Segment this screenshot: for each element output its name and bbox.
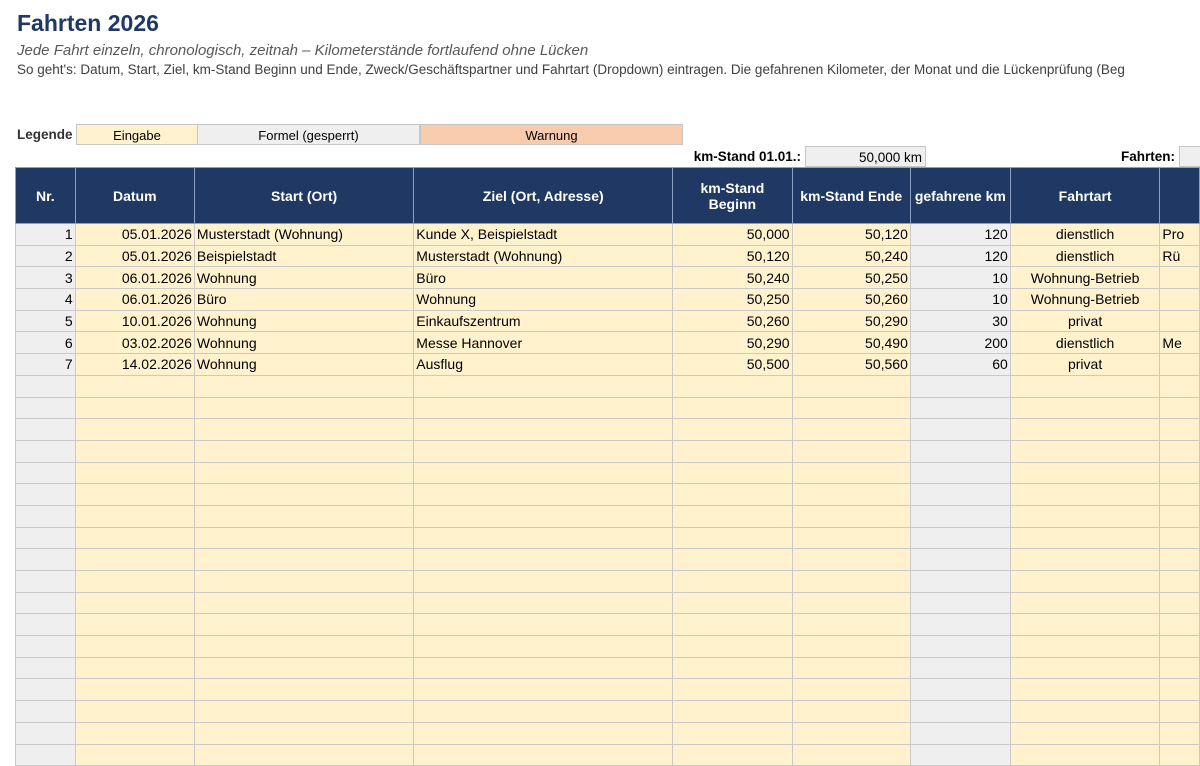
- cell-gefahrene-km[interactable]: 120: [910, 245, 1010, 267]
- cell-zweck[interactable]: [1160, 505, 1200, 527]
- cell-km-ende[interactable]: 50,260: [792, 289, 910, 311]
- cell-zweck[interactable]: [1160, 375, 1200, 397]
- cell-datum[interactable]: 03.02.2026: [75, 332, 194, 354]
- cell-ziel[interactable]: Messe Hannover: [414, 332, 673, 354]
- table-row: [16, 657, 1200, 679]
- cell-fahrtart[interactable]: [1010, 657, 1160, 679]
- km-start-value-cell[interactable]: 50,000 km: [805, 146, 926, 167]
- cell-fahrtart[interactable]: [1010, 614, 1160, 636]
- cell-km-beginn[interactable]: 50,290: [673, 332, 792, 354]
- cell-fahrtart[interactable]: [1010, 744, 1160, 766]
- table-row: [16, 332, 1200, 354]
- cell-nr[interactable]: 2: [16, 245, 76, 267]
- cell-zweck[interactable]: [1160, 289, 1200, 311]
- cell-zweck[interactable]: [1160, 527, 1200, 549]
- cell-nr[interactable]: [16, 571, 76, 593]
- cell-ziel[interactable]: [414, 744, 673, 766]
- table-row: [16, 310, 1200, 332]
- cell-datum[interactable]: [75, 722, 194, 744]
- cell-ziel[interactable]: Einkaufszentrum: [414, 310, 673, 332]
- cell-nr[interactable]: 6: [16, 332, 76, 354]
- cell-km-beginn[interactable]: [673, 614, 792, 636]
- cell-datum[interactable]: 05.01.2026: [75, 245, 194, 267]
- table-row: [16, 267, 1200, 289]
- cell-start[interactable]: [194, 375, 413, 397]
- cell-ziel[interactable]: [414, 592, 673, 614]
- cell-km-beginn[interactable]: [673, 462, 792, 484]
- cell-nr[interactable]: [16, 636, 76, 658]
- cell-km-beginn[interactable]: [673, 419, 792, 441]
- cell-km-ende[interactable]: [792, 505, 910, 527]
- cell-start[interactable]: [194, 744, 413, 766]
- cell-km-ende[interactable]: [792, 744, 910, 766]
- cell-datum[interactable]: [75, 397, 194, 419]
- cell-zweck[interactable]: [1160, 571, 1200, 593]
- cell-fahrtart[interactable]: [1010, 419, 1160, 441]
- cell-datum[interactable]: [75, 636, 194, 658]
- cell-zweck[interactable]: [1160, 549, 1200, 571]
- cell-km-ende[interactable]: [792, 440, 910, 462]
- cell-fahrtart[interactable]: Wohnung-Betrieb: [1010, 289, 1160, 311]
- cell-datum[interactable]: [75, 679, 194, 701]
- cell-fahrtart[interactable]: [1010, 484, 1160, 506]
- cell-datum[interactable]: [75, 419, 194, 441]
- cell-km-beginn[interactable]: [673, 571, 792, 593]
- cell-zweck[interactable]: Me: [1160, 332, 1200, 354]
- column-header-datum[interactable]: Datum: [75, 168, 194, 224]
- table-row: [16, 744, 1200, 766]
- table-row: [16, 354, 1200, 376]
- cell-fahrtart[interactable]: [1010, 636, 1160, 658]
- cell-ziel[interactable]: [414, 527, 673, 549]
- cell-fahrtart[interactable]: [1010, 701, 1160, 723]
- cell-fahrtart[interactable]: [1010, 571, 1160, 593]
- cell-nr[interactable]: [16, 679, 76, 701]
- cell-km-ende[interactable]: 50,250: [792, 267, 910, 289]
- cell-ziel[interactable]: [414, 462, 673, 484]
- table-row: [16, 224, 1200, 246]
- cell-ziel[interactable]: [414, 397, 673, 419]
- cell-zweck[interactable]: [1160, 636, 1200, 658]
- table-row: [16, 614, 1200, 636]
- table-row: [16, 462, 1200, 484]
- table-row: [16, 289, 1200, 311]
- cell-datum[interactable]: [75, 549, 194, 571]
- cell-ziel[interactable]: Wohnung: [414, 289, 673, 311]
- cell-datum[interactable]: [75, 375, 194, 397]
- cell-start[interactable]: [194, 527, 413, 549]
- cell-km-ende[interactable]: [792, 462, 910, 484]
- cell-km-beginn[interactable]: [673, 484, 792, 506]
- cell-start[interactable]: [194, 636, 413, 658]
- cell-km-ende[interactable]: 50,240: [792, 245, 910, 267]
- table-row: [16, 549, 1200, 571]
- cell-nr[interactable]: [16, 484, 76, 506]
- cell-km-ende[interactable]: 50,560: [792, 354, 910, 376]
- cell-datum[interactable]: [75, 744, 194, 766]
- cell-nr[interactable]: [16, 614, 76, 636]
- cell-fahrtart[interactable]: [1010, 592, 1160, 614]
- table-row: [16, 636, 1200, 658]
- cell-fahrtart[interactable]: [1010, 679, 1160, 701]
- cell-ziel[interactable]: Kunde X, Beispielstadt: [414, 224, 673, 246]
- table-row: [16, 397, 1200, 419]
- cell-datum[interactable]: 06.01.2026: [75, 267, 194, 289]
- cell-nr[interactable]: [16, 505, 76, 527]
- cell-gefahrene-km[interactable]: [910, 636, 1010, 658]
- table-row: [16, 245, 1200, 267]
- cell-datum[interactable]: [75, 701, 194, 723]
- cell-zweck[interactable]: [1160, 701, 1200, 723]
- cell-nr[interactable]: [16, 419, 76, 441]
- cell-km-ende[interactable]: [792, 527, 910, 549]
- cell-km-ende[interactable]: 50,290: [792, 310, 910, 332]
- cell-zweck[interactable]: [1160, 722, 1200, 744]
- km-start-label: km-Stand 01.01.:: [693, 149, 801, 164]
- table-row: [16, 484, 1200, 506]
- cell-start[interactable]: [194, 571, 413, 593]
- page-subtitle: Jede Fahrt einzeln, chronologisch, zeitnah – Kilometerstände fortlaufend ohne Lücken: [17, 42, 589, 59]
- cell-start[interactable]: Wohnung: [194, 310, 413, 332]
- column-header-nr[interactable]: Nr.: [16, 168, 76, 224]
- cell-gefahrene-km[interactable]: [910, 701, 1010, 723]
- cell-nr[interactable]: 7: [16, 354, 76, 376]
- table-row: [16, 419, 1200, 441]
- cell-ziel[interactable]: [414, 636, 673, 658]
- cell-km-ende[interactable]: [792, 701, 910, 723]
- cell-fahrtart[interactable]: dienstlich: [1010, 245, 1160, 267]
- column-header-km-ende[interactable]: km-Stand Ende: [792, 168, 910, 224]
- cell-gefahrene-km[interactable]: [910, 722, 1010, 744]
- cell-gefahrene-km[interactable]: [910, 657, 1010, 679]
- cell-fahrtart[interactable]: [1010, 462, 1160, 484]
- cell-gefahrene-km[interactable]: 120: [910, 224, 1010, 246]
- cell-zweck[interactable]: [1160, 354, 1200, 376]
- cell-start[interactable]: Beispielstadt: [194, 245, 413, 267]
- cell-datum[interactable]: [75, 484, 194, 506]
- cell-km-beginn[interactable]: 50,500: [673, 354, 792, 376]
- cell-km-ende[interactable]: [792, 571, 910, 593]
- cell-gefahrene-km[interactable]: [910, 679, 1010, 701]
- cell-zweck[interactable]: [1160, 462, 1200, 484]
- cell-zweck[interactable]: [1160, 679, 1200, 701]
- cell-gefahrene-km[interactable]: [910, 462, 1010, 484]
- cell-gefahrene-km[interactable]: 30: [910, 310, 1010, 332]
- cell-start[interactable]: [194, 592, 413, 614]
- cell-datum[interactable]: [75, 505, 194, 527]
- cell-fahrtart[interactable]: privat: [1010, 354, 1160, 376]
- cell-ziel[interactable]: [414, 679, 673, 701]
- cell-fahrtart[interactable]: dienstlich: [1010, 332, 1160, 354]
- cell-km-beginn[interactable]: [673, 527, 792, 549]
- cell-km-beginn[interactable]: [673, 701, 792, 723]
- cell-fahrtart[interactable]: privat: [1010, 310, 1160, 332]
- cell-km-ende[interactable]: [792, 592, 910, 614]
- cell-start[interactable]: [194, 440, 413, 462]
- cell-gefahrene-km[interactable]: 200: [910, 332, 1010, 354]
- cell-start[interactable]: Wohnung: [194, 332, 413, 354]
- cell-km-ende[interactable]: [792, 722, 910, 744]
- column-header-fahrtart[interactable]: Fahrtart: [1010, 168, 1160, 224]
- cell-start[interactable]: [194, 419, 413, 441]
- cell-km-ende[interactable]: [792, 484, 910, 506]
- cell-datum[interactable]: 05.01.2026: [75, 224, 194, 246]
- cell-km-beginn[interactable]: [673, 722, 792, 744]
- cell-zweck[interactable]: [1160, 419, 1200, 441]
- cell-zweck[interactable]: Pro: [1160, 224, 1200, 246]
- cell-start[interactable]: [194, 614, 413, 636]
- cell-zweck[interactable]: [1160, 744, 1200, 766]
- cell-ziel[interactable]: [414, 440, 673, 462]
- cell-km-beginn[interactable]: 50,240: [673, 267, 792, 289]
- cell-gefahrene-km[interactable]: [910, 527, 1010, 549]
- cell-nr[interactable]: [16, 527, 76, 549]
- cell-km-ende[interactable]: [792, 679, 910, 701]
- cell-km-beginn[interactable]: 50,120: [673, 245, 792, 267]
- cell-gefahrene-km[interactable]: [910, 505, 1010, 527]
- cell-nr[interactable]: [16, 657, 76, 679]
- cell-start[interactable]: [194, 657, 413, 679]
- cell-km-beginn[interactable]: [673, 636, 792, 658]
- cell-fahrtart[interactable]: [1010, 440, 1160, 462]
- cell-nr[interactable]: [16, 549, 76, 571]
- cell-km-beginn[interactable]: 50,250: [673, 289, 792, 311]
- cell-fahrtart[interactable]: [1010, 397, 1160, 419]
- cell-datum[interactable]: 10.01.2026: [75, 310, 194, 332]
- cell-gefahrene-km[interactable]: [910, 375, 1010, 397]
- cell-ziel[interactable]: [414, 419, 673, 441]
- cell-ziel[interactable]: [414, 701, 673, 723]
- cell-km-ende[interactable]: [792, 375, 910, 397]
- cell-start[interactable]: Musterstadt (Wohnung): [194, 224, 413, 246]
- cell-km-ende[interactable]: 50,490: [792, 332, 910, 354]
- cell-zweck[interactable]: [1160, 657, 1200, 679]
- cell-gefahrene-km[interactable]: [910, 549, 1010, 571]
- cell-datum[interactable]: 14.02.2026: [75, 354, 194, 376]
- cell-ziel[interactable]: [414, 657, 673, 679]
- cell-km-ende[interactable]: [792, 419, 910, 441]
- cell-start[interactable]: Wohnung: [194, 354, 413, 376]
- table-row: [16, 505, 1200, 527]
- cell-gefahrene-km[interactable]: [910, 592, 1010, 614]
- cell-datum[interactable]: [75, 527, 194, 549]
- cell-start[interactable]: [194, 549, 413, 571]
- cell-km-beginn[interactable]: 50,000: [673, 224, 792, 246]
- trip-count-cell[interactable]: [1179, 146, 1200, 167]
- cell-nr[interactable]: [16, 592, 76, 614]
- table-row: [16, 440, 1200, 462]
- cell-km-beginn[interactable]: [673, 549, 792, 571]
- cell-zweck[interactable]: Rü: [1160, 245, 1200, 267]
- cell-start[interactable]: [194, 484, 413, 506]
- cell-datum[interactable]: [75, 657, 194, 679]
- cell-zweck[interactable]: [1160, 397, 1200, 419]
- cell-nr[interactable]: [16, 744, 76, 766]
- cell-zweck[interactable]: [1160, 267, 1200, 289]
- cell-gefahrene-km[interactable]: [910, 440, 1010, 462]
- cell-km-beginn[interactable]: [673, 375, 792, 397]
- cell-km-ende[interactable]: [792, 657, 910, 679]
- cell-fahrtart[interactable]: [1010, 527, 1160, 549]
- table-row: [16, 592, 1200, 614]
- cell-fahrtart[interactable]: dienstlich: [1010, 224, 1160, 246]
- cell-ziel[interactable]: [414, 549, 673, 571]
- column-header-ziel[interactable]: Ziel (Ort, Adresse): [414, 168, 673, 224]
- column-header-start[interactable]: Start (Ort): [194, 168, 413, 224]
- table-row: [16, 527, 1200, 549]
- cell-datum[interactable]: [75, 614, 194, 636]
- cell-ziel[interactable]: Ausflug: [414, 354, 673, 376]
- legend-formula-cell[interactable]: Formel (gesperrt): [197, 124, 420, 145]
- table-row: [16, 571, 1200, 593]
- legend-warning-cell[interactable]: Warnung: [420, 124, 683, 145]
- cell-gefahrene-km[interactable]: [910, 571, 1010, 593]
- trip-log-table: [15, 167, 1200, 766]
- column-header-km-beginn[interactable]: km-Stand Beginn: [673, 168, 792, 224]
- cell-fahrtart[interactable]: Wohnung-Betrieb: [1010, 267, 1160, 289]
- cell-km-ende[interactable]: [792, 636, 910, 658]
- cell-nr[interactable]: [16, 701, 76, 723]
- cell-gefahrene-km[interactable]: 10: [910, 289, 1010, 311]
- legend-label: Legende: [17, 127, 73, 142]
- cell-nr[interactable]: [16, 722, 76, 744]
- cell-km-ende[interactable]: [792, 397, 910, 419]
- cell-km-ende[interactable]: [792, 549, 910, 571]
- cell-km-beginn[interactable]: [673, 397, 792, 419]
- cell-km-ende[interactable]: [792, 614, 910, 636]
- cell-zweck[interactable]: [1160, 614, 1200, 636]
- cell-gefahrene-km[interactable]: [910, 614, 1010, 636]
- cell-datum[interactable]: 06.01.2026: [75, 289, 194, 311]
- cell-km-beginn[interactable]: [673, 440, 792, 462]
- cell-nr[interactable]: 5: [16, 310, 76, 332]
- cell-km-beginn[interactable]: 50,260: [673, 310, 792, 332]
- table-header-row: [16, 168, 1200, 224]
- cell-gefahrene-km[interactable]: [910, 744, 1010, 766]
- cell-fahrtart[interactable]: [1010, 549, 1160, 571]
- cell-ziel[interactable]: [414, 614, 673, 636]
- cell-km-beginn[interactable]: [673, 744, 792, 766]
- cell-zweck[interactable]: [1160, 592, 1200, 614]
- cell-km-beginn[interactable]: [673, 592, 792, 614]
- cell-fahrtart[interactable]: [1010, 375, 1160, 397]
- table-row: [16, 679, 1200, 701]
- cell-ziel[interactable]: [414, 571, 673, 593]
- cell-km-ende[interactable]: 50,120: [792, 224, 910, 246]
- cell-ziel[interactable]: [414, 505, 673, 527]
- cell-km-beginn[interactable]: [673, 505, 792, 527]
- cell-start[interactable]: Wohnung: [194, 267, 413, 289]
- page-title: Fahrten 2026: [17, 10, 159, 36]
- cell-km-beginn[interactable]: [673, 657, 792, 679]
- cell-nr[interactable]: 1: [16, 224, 76, 246]
- cell-datum[interactable]: [75, 440, 194, 462]
- cell-nr[interactable]: [16, 440, 76, 462]
- cell-start[interactable]: [194, 679, 413, 701]
- column-header-gefahrene-km[interactable]: gefahrene km: [910, 168, 1010, 224]
- cell-start[interactable]: [194, 397, 413, 419]
- cell-start[interactable]: [194, 462, 413, 484]
- cell-start[interactable]: [194, 505, 413, 527]
- cell-datum[interactable]: [75, 571, 194, 593]
- cell-ziel[interactable]: Büro: [414, 267, 673, 289]
- table-row: [16, 375, 1200, 397]
- cell-datum[interactable]: [75, 592, 194, 614]
- cell-gefahrene-km[interactable]: [910, 484, 1010, 506]
- cell-gefahrene-km[interactable]: [910, 397, 1010, 419]
- cell-nr[interactable]: [16, 462, 76, 484]
- table-row: [16, 701, 1200, 723]
- cell-nr[interactable]: [16, 375, 76, 397]
- trip-count-label: Fahrten:: [1121, 149, 1175, 164]
- cell-start[interactable]: [194, 722, 413, 744]
- cell-datum[interactable]: [75, 462, 194, 484]
- cell-nr[interactable]: 3: [16, 267, 76, 289]
- cell-nr[interactable]: [16, 397, 76, 419]
- column-header-zweck[interactable]: [1160, 168, 1200, 224]
- cell-gefahrene-km[interactable]: 60: [910, 354, 1010, 376]
- cell-zweck[interactable]: [1160, 440, 1200, 462]
- cell-ziel[interactable]: Musterstadt (Wohnung): [414, 245, 673, 267]
- cell-zweck[interactable]: [1160, 310, 1200, 332]
- cell-gefahrene-km[interactable]: 10: [910, 267, 1010, 289]
- cell-fahrtart[interactable]: [1010, 505, 1160, 527]
- cell-fahrtart[interactable]: [1010, 722, 1160, 744]
- cell-ziel[interactable]: [414, 484, 673, 506]
- legend-input-cell[interactable]: Eingabe: [76, 124, 198, 145]
- cell-ziel[interactable]: [414, 722, 673, 744]
- instructions-text: So geht's: Datum, Start, Ziel, km-Stand Beginn und Ende, Zweck/Geschäftspartner und Fahrtart (Dropdown) eintragen. Die gefahrenen Kilometer, der Monat und die Lückenprüfung (Beg: [17, 62, 1125, 77]
- cell-gefahrene-km[interactable]: [910, 419, 1010, 441]
- cell-ziel[interactable]: [414, 375, 673, 397]
- cell-start[interactable]: Büro: [194, 289, 413, 311]
- table-row: [16, 722, 1200, 744]
- cell-km-beginn[interactable]: [673, 679, 792, 701]
- cell-start[interactable]: [194, 701, 413, 723]
- cell-nr[interactable]: 4: [16, 289, 76, 311]
- cell-zweck[interactable]: [1160, 484, 1200, 506]
